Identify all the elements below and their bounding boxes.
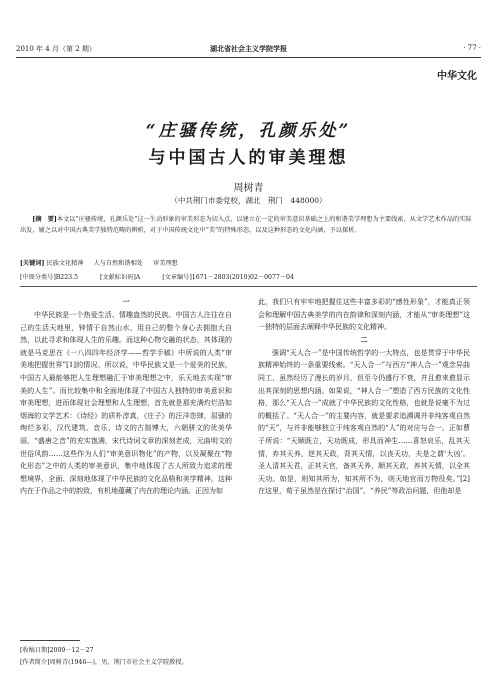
document-code: [文献标识码]A: [100, 274, 141, 281]
author-name: 周树青: [233, 183, 264, 194]
keywords: [20, 258, 477, 267]
body-paragraph: 中华民族是一个热爱生活、情趣盎然的民族。中国古人注往在自己的生活天地里，钟情于自然山水，用自己的整个身心去拥抱大自然，以此寻求和体现人生的乐趣。而这种心物交融的状态，其体现的就是马克思在《一八四四年经济学——哲学手稿》中所说的人类“审美地把握世界”[1]的情况。所以说，中华民族又是一个爱美的民族，中国古人最能够把人生理想融汇于审美理想之中，乐天地去实现“审美的人生”。而比较集中和全面地体现了中国古人独特的审美意识和审美理想，进而体现社会理想和人生理想，首先就是那充满灼烂浩如烟海的文学艺术：《诗经》的质朴淳真，《庄子》的汪洋恣肆，屈骚的绚烂多彩，汉代建筑、音乐、诗文的古拙博大，六朝骈文的优美华丽，“盛唐之音”的充实饱满，宋代诗词文章的深刻老成，元曲明文的世俗风韵……这些作为人们“审美意识物化”的产物，以及凝聚在“物化形态”之中的人类的审美意识，集中地体现了古人所致力追求的理想境界，全面、深刻地体现了中华民族的文化品格和美学精神。这种内在于作品之中的韵致，有机地蕴藏了内在的理论内涵。正因为如: [20, 311, 232, 496]
abstract-label: [摘 要]: [32, 216, 57, 223]
section-heading-one: 一: [122, 297, 130, 306]
abstract: [20, 214, 477, 236]
running-header: [16, 44, 481, 58]
footnote-divider: [20, 640, 80, 641]
article-number: [文章编号]1671－2803(2010)02－0077－04: [162, 274, 294, 281]
body-paragraph-continued: 此，我们只有牢牢地把握住这些丰富多彩的“感性形象”，才能真正领会和理解中国古典美学的内在韵律和深刻内涵，才能从“审美理想”这一独特的层面去阐释中华民族的文化精神。: [258, 298, 470, 332]
keyword: 审美理想: [152, 260, 178, 267]
issue-info: 2010 年 4 月（第 2 期）: [16, 45, 96, 53]
column-tag: 中华文化: [437, 71, 477, 82]
left-column: [20, 296, 232, 498]
clc-number: [中图分类号]B223.5: [20, 274, 79, 281]
keyword: 民族文化精神: [46, 260, 84, 267]
right-column: [258, 296, 470, 498]
section-heading-two: 二: [360, 334, 368, 344]
keywords-label: [关键词]: [20, 260, 45, 267]
author-affiliation: （中共荆门市委党校，湖北 荆门 448000）: [170, 196, 327, 205]
header-divider: [16, 57, 481, 58]
abstract-text: 本文以“庄骚传统，孔颜乐处”这一生动形象的审美形态为切入点，以建立在一定的审美意识基础之上的和谐美学理想为主要线索，从文学艺术作品的实际出发，辅之以对中国古典美学独特范畴的辨析，对于中国传统文化中“美”的特殊形态，以及这种形态的文化内涵，予以探析。: [20, 216, 472, 234]
classification-line: [20, 272, 477, 281]
article-title-line1: “庄骚传统，孔颜乐处”: [145, 121, 352, 141]
page-number: · 77 ·: [463, 44, 481, 52]
body-divider: [20, 286, 477, 287]
author-bio: [作者简介]周树青(1946—)，男，荆门市社会主义学院教授。: [20, 659, 188, 666]
article-title-line2: 与中国古人的审美理想: [148, 148, 349, 168]
keyword: 人与自然和谐相处: [93, 260, 143, 267]
body-paragraph: 强调“天人合一”是中国传统哲学的一大特点，也是贯穿于中华民族精神始终的一条重要线索。“天人合一”与西方“神人合一”观念异曲同工，虽然经历了漫长的岁月，但至今仍盛行不衰，并且愈来愈显示出其深刻的思想内涵。如果说，“神人合一”塑造了西方民族的文化性格，那么“天人合一”成就了中华民族的文化性格，也就是说毫不为过的概括了。“天人合一”的主要内容，就是要求追溯调并非纯客观自然的“天”，与并非能够独立于纯客观自然的“人”的对应与合一。正如曹子所说：“天顺既立，天功既成，形具而神生……喜怒哀乐，乱其天情，弃其天养，逆其天政，背其天情，以丧天功，夫是之谓‘大凶’。圣人清其天君，正其天官，备其天养，顺其天政，养其天情，以全其天功。如是，则知其所为，知其所不为，则天地官而万物役矣。”[2]在这里，荀子虽然是在探讨“治国”、“养民”等政治问题，但他却是: [258, 348, 470, 496]
received-date: [收稿日期]2009－12－27: [20, 647, 94, 654]
journal-name: 湖北省社会主义学院学报: [210, 44, 287, 53]
